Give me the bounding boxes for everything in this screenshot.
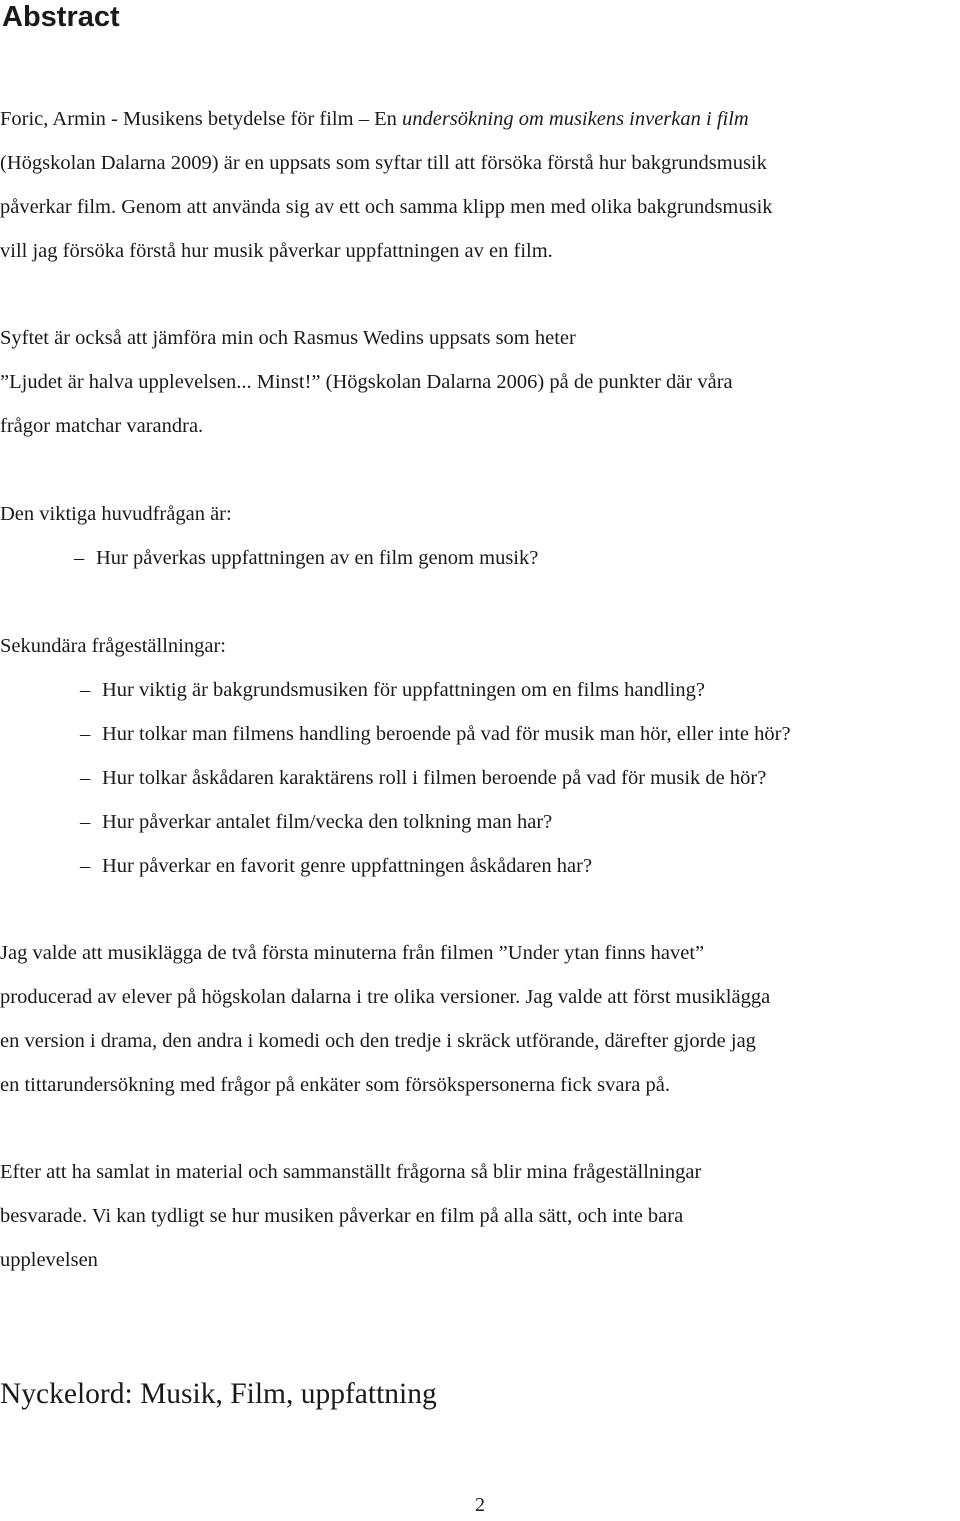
method-line-1: Jag valde att musiklägga de två första minuterna från filmen ”Under ytan finns havet”	[0, 942, 705, 964]
main-question-label: Den viktiga huvudfrågan är:	[0, 503, 232, 525]
dash-marker: –	[80, 855, 91, 877]
abstract-heading: Abstract	[2, 1, 120, 33]
secondary-questions-section	[0, 624, 958, 888]
conclusion-line-1: Efter att ha samlat in material och sammanställt frågorna så blir mina frågeställningar	[0, 1161, 702, 1183]
intro-line-3: påverkar film. Genom att använda sig av ett och samma klipp men med olika bakgrundsmusik	[0, 196, 773, 218]
secondary-question-item	[0, 756, 958, 800]
intro-paragraph	[0, 97, 958, 273]
intro-line-4: vill jag försöka förstå hur musik påverkar uppfattningen av en film.	[0, 240, 553, 262]
method-line-4: en tittarundersökning med frågor på enkäter som försökspersonerna fick svara på.	[0, 1074, 671, 1096]
intro-line-1	[0, 97, 958, 141]
page-number: 2	[475, 1494, 485, 1516]
method-line-2: producerad av elever på högskolan dalarna i tre olika versioner. Jag valde att först musiklägga	[0, 986, 771, 1008]
keywords-line: Nyckelord: Musik, Film, uppfattning	[0, 1378, 437, 1410]
secondary-question-text: Hur tolkar man filmens handling beroende på vad för musik man hör, eller inte hör?	[102, 723, 791, 745]
comparison-line-3: frågor matchar varandra.	[0, 415, 204, 437]
method-paragraph	[0, 931, 958, 1107]
main-question-section	[0, 492, 958, 580]
secondary-question-text: Hur tolkar åskådaren karaktärens roll i filmen beroende på vad för musik de hör?	[102, 767, 767, 789]
method-line-3: en version i drama, den andra i komedi och den tredje i skräck utförande, därefter gjorde jag	[0, 1030, 756, 1052]
comparison-paragraph	[0, 316, 958, 448]
comparison-line-2: ”Ljudet är halva upplevelsen... Minst!” (Högskolan Dalarna 2006) på de punkter där våra	[0, 371, 733, 393]
secondary-question-text: Hur påverkar en favorit genre uppfattningen åskådaren har?	[102, 855, 593, 877]
dash-marker: –	[80, 679, 91, 701]
secondary-question-item	[0, 668, 958, 712]
conclusion-paragraph	[0, 1150, 958, 1282]
dash-marker: –	[80, 811, 91, 833]
main-question-item	[0, 536, 958, 580]
intro-line-1-text: Foric, Armin - Musikens betydelse för film – En	[0, 108, 402, 130]
secondary-question-item	[0, 712, 958, 756]
intro-line-2: (Högskolan Dalarna 2009) är en uppsats som syftar till att försöka förstå hur bakgrundsmusik	[0, 152, 767, 174]
dash-marker: –	[80, 723, 91, 745]
thesis-subtitle: undersökning om musikens inverkan i film	[401, 108, 749, 130]
secondary-question-text: Hur viktig är bakgrundsmusiken för uppfattningen om en films handling?	[102, 679, 705, 701]
conclusion-line-2: besvarade. Vi kan tydligt se hur musiken påverkar en film på alla sätt, och inte bara	[0, 1205, 684, 1227]
secondary-questions-label: Sekundära frågeställningar:	[0, 635, 226, 657]
secondary-question-item	[0, 844, 958, 888]
main-question-text: Hur påverkas uppfattningen av en film genom musik?	[96, 547, 539, 569]
conclusion-line-3: upplevelsen	[0, 1249, 98, 1271]
secondary-question-text: Hur påverkar antalet film/vecka den tolkning man har?	[102, 811, 553, 833]
comparison-line-1: Syftet är också att jämföra min och Rasmus Wedins uppsats som heter	[0, 327, 576, 349]
secondary-question-item	[0, 800, 958, 844]
dash-marker: –	[80, 767, 91, 789]
dash-marker: –	[74, 547, 85, 569]
